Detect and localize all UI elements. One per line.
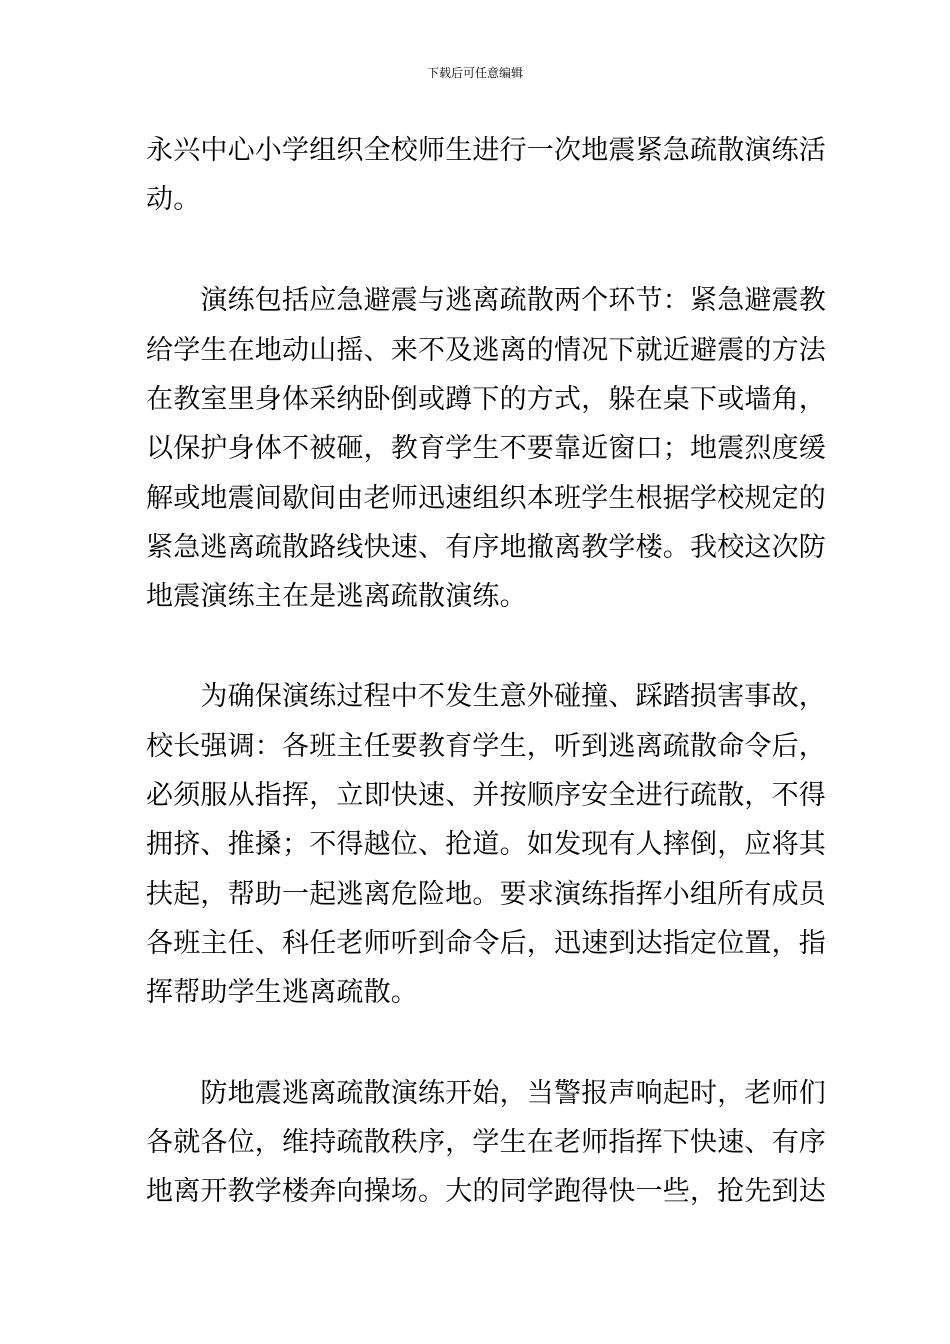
paragraph-4-line-1: 防地震逃离疏散演练开始，当警报声响起时，老师们 [146, 1078, 826, 1109]
paragraph-2-line-7: 地震演练主在是逃离疏散演练。 [146, 581, 527, 612]
paragraph-3-line-5: 扶起，帮助一起逃离危险地。要求演练指挥小组所有成员 [146, 879, 826, 910]
paragraph-1-line-2: 动。 [146, 184, 201, 215]
paragraph-3-line-2: 校长强调：各班主任要教育学生，听到逃离疏散命令后， [146, 731, 826, 762]
paragraph-2-line-2: 给学生在地动山摇、来不及逃离的情况下就近避震的方法 [146, 335, 826, 366]
paragraph-1-line-1: 永兴中心小学组织全校师生进行一次地震紧急疏散演练活 [146, 135, 826, 166]
paragraph-3-line-6: 各班主任、科任老师听到命令后，迅速到达指定位置，指 [146, 928, 826, 959]
paragraph-2-line-6: 紧急逃离疏散路线快速、有序地撤离教学楼。我校这次防 [146, 532, 826, 563]
paragraph-3-line-4: 拥挤、推搡；不得越位、抢道。如发现有人摔倒，应将其 [146, 829, 826, 860]
paragraph-2-line-5: 解或地震间歇间由老师迅速组织本班学生根据学校规定的 [146, 483, 826, 514]
paragraph-2-line-1: 演练包括应急避震与逃离疏散两个环节：紧急避震教 [146, 285, 826, 316]
paragraph-4-line-2: 各就各位，维持疏散秩序，学生在老师指挥下快速、有序 [146, 1127, 826, 1158]
paragraph-3-line-3: 必须服从指挥，立即快速、并按顺序安全进行疏散，不得 [146, 780, 826, 811]
page-header: 下载后可任意编辑 [426, 66, 523, 80]
paragraph-3-line-7: 挥帮助学生逃离疏散。 [146, 977, 418, 1008]
paragraph-2-line-3: 在教室里身体采纳卧倒或蹲下的方式，躲在桌下或墙角， [146, 384, 826, 415]
paragraph-2-line-4: 以保护身体不被砸，教育学生不要靠近窗口；地震烈度缓 [146, 433, 826, 464]
paragraph-3-line-1: 为确保演练过程中不发生意外碰撞、踩踏损害事故， [146, 681, 826, 712]
paragraph-4-line-3: 地离开教学楼奔向操场。大的同学跑得快一些，抢先到达 [146, 1176, 826, 1207]
